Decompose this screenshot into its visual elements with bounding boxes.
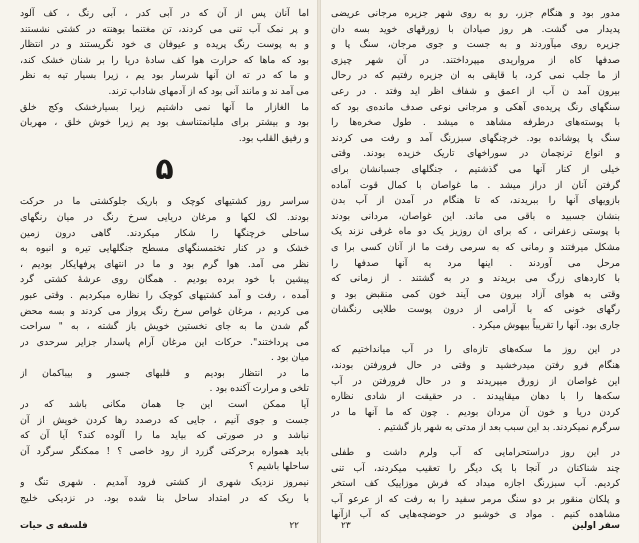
left-page-footer: [20, 521, 299, 531]
chapter-number: ۵: [155, 152, 174, 188]
text-line: پدیدار می گشت. هر روز صیادان با زورقهای خوید بسه دان: [331, 23, 620, 35]
text-line: و ما که در ته ان آنها شرسار بود یم ، زیرا بسیار تیه به نظر: [20, 70, 309, 82]
text-line: بود که ماها که حرارت هوا کف سادهٔ دریا را بر شنان خشک کند،: [20, 54, 309, 66]
text-line: خشک و در کنار تختمسنگهای مسطح جنگلهایی تیره و انبوه به: [20, 243, 309, 255]
text-line: مشاهده کنیم . مواد ی خوشبو در حوضچه‌هایی که آب ازآنها: [331, 509, 620, 521]
text-line: با پوستی زعفرانی ، که برای ان روزیز یک دو ماه غرقی نزند یک: [331, 226, 620, 238]
text-line: و به پوست رنگ پریده و عیوفان ی خود نگریستند و در انتظار: [20, 39, 309, 51]
text-line: می آمد ند و مانند آنی بود که از آدمهای شاداب ترند.: [108, 85, 309, 97]
text-line: هنگام فرو رفتن میدرخشید و وقتی در حال فرورفتن بودند،: [331, 360, 620, 372]
text-line: و انواع ترنچمان در سوراخهای تاریک خزیده بودند. وقتی: [331, 148, 620, 160]
text-line: نیمروز نزدیک شهری از کشتی فرود آمدیم . شهری تنگ و: [20, 477, 309, 489]
text-line: و پلکان منقور بر دو سنگ مرمر سفید را به رفت که از عرعو آب: [331, 493, 620, 505]
text-line: و پر نمک آب تنی می کردند، تن مغتنما بوهنته در کشتی نشستند: [20, 23, 309, 35]
text-line: در این روز دراستحرامایی که آب ولرم داشت و طفلی: [331, 447, 620, 459]
text-line: ساحلها باشیم ؟: [248, 461, 309, 473]
text-line: و رفیق القلب بود.: [238, 132, 309, 144]
text-line: تلخی و مرارت آکنده بود .: [209, 383, 309, 395]
text-line: سکه‌ها را با دهان میقاپیدند . در حقیقت از شادی نظاره: [331, 391, 620, 403]
text-line: مشکل میرفتند و رمانی که به سرمی رفت ما از آنان کسی برا ی: [331, 241, 620, 253]
text-line: ساحلی خرچنگها را شکار میکردند. گاهی درون زمین: [20, 227, 309, 239]
text-line: ما الغازار ما آنها نمی داشتیم زیرا بسیارخشک وکج خلق: [20, 101, 309, 113]
text-line: بود و بیشتر برای ملیانمتناسف بود یم زیرا خوش خلق ، مهربان: [20, 117, 309, 129]
text-line: گم شدن ما به جای نخستین خویش باز گشته ، به " سراحت: [20, 321, 309, 333]
text-line: اما آنان پس از آن که در آبی کدر ، آبی رنگ ، کف آلود: [20, 8, 309, 19]
text-line: کردیم. آب سبزرنگ اجازه میداد که فرش موزاییک کف استخر: [331, 478, 620, 490]
text-line: سراسر روز کشتیهای کوچک و باریک جلوکشتی ما در حرکت: [20, 196, 309, 208]
page-number: ۲۳: [341, 521, 351, 531]
text-line: سنگهای رنگ پریده‌ی آهکی و مرجانی نوعی صدف مانده‌ی بود که: [331, 101, 620, 113]
text-line: نباشد و در صورتی که بیاید ما را آلوده کند؟ آیا آن که: [20, 430, 309, 442]
text-line: گرفتن آنان از دراز میشد . ما غواصان با کمال قوت آماده: [331, 179, 620, 191]
text-line: پیشین با خود برده بودیم . همگان روی عرشهٔ کشتی گرد: [20, 274, 309, 286]
text-line: میان بود .: [270, 352, 309, 364]
text-line: می کردیم ، مرغان غواص سرخ رنگ پرواز می کردند و بسه محض: [20, 305, 309, 317]
text-line: باید همواره برحرکتی گزرد از رود خاصی ؟ ! ممکنگر سرگرد آن: [20, 445, 309, 457]
text-line: خیلی از کنار آنها می گذشتیم ، جنگلها‌ی جسبانشان برای: [331, 163, 620, 175]
right-text-block-c: [331, 445, 620, 523]
left-text-block-bottom: [20, 194, 309, 506]
text-line: جاری بود. آنها را تقریباً بیهوش میکرد .: [472, 319, 620, 331]
text-line: سنگ پا پوشانده بود. خرچنگهای سبزرنگ آمد و رفت می کردند: [331, 132, 620, 144]
running-title: فلسفه ی حیات: [20, 521, 88, 531]
paragraph-gap: [331, 436, 620, 445]
text-line: بنشان جسبید ه باقی می ماند. این غواصان، مردانی بودند: [331, 210, 620, 222]
right-page: [321, 0, 638, 543]
left-text-block-top: [20, 6, 309, 146]
text-line: بازویهای آنها را ببریدند، که تا هنگام در آمدن از آب بدن: [331, 195, 620, 207]
text-line: آمده ، رفت و آمد کشتیهای کوچک را نظاره میکردیم . وقتی عبور: [20, 289, 309, 301]
text-line: سرگرم نمیکردند. بد این سبب بعد از مدتی به شهر باز گشتیم .: [377, 422, 620, 434]
text-line: این غواصان از زورق میپریدند و در حال فرورفتن در آب: [331, 375, 620, 387]
text-line: جست و جوی آنیم ، جایی که درصدد رها کردن خویش از آن: [20, 414, 309, 426]
text-line: رگهای خونی که با آرامی از درون پوست طلایی رنگشان: [331, 304, 620, 316]
text-line: می پرداختند". حرکات این مرغان آرام پاسدار جزایر سرحدی در: [20, 336, 309, 348]
text-line: بیرون آمد ن آب از اعمق و شفاف اظر اید وفتد . در رعی: [331, 85, 620, 97]
text-line: جزیره روی میآوردند و به جست و جوی مرجان، سنگ پا و: [331, 39, 620, 51]
text-line: ما در انتظار بودیم و قلبهای جسور و بیباکمان از: [20, 367, 309, 379]
text-line: با ریک که در امتداد ساحل بنا شده بود. در نزدیکی خلیج: [20, 492, 309, 504]
right-text-block-a: [331, 6, 620, 333]
right-page-footer: [341, 521, 620, 531]
text-line: چند شناکنان در آنجا با یک دیگر را تعقیب میکردند، آب تنی: [331, 462, 620, 474]
paragraph-gap: [331, 333, 620, 342]
running-title: سفر اولین: [572, 521, 620, 531]
text-line: با پوسته‌های درطرفه مشاهد ه میشد . طول صخره‌ها را: [331, 117, 620, 129]
text-line: آیا ممکن است این جا همان مکانی باشد که در: [20, 399, 309, 411]
text-line: صدفها کاه از مرواریدی میپرداختند. در آن شهر چیزی: [331, 54, 620, 66]
text-line: بودند. لک لکها و مرغان دریایی سرخ رنگ در میان رنگهای: [20, 211, 309, 223]
text-line: از ما جلب نمی کرد، با قایقی به ان جزیره رفتیم که در رحال: [331, 70, 620, 82]
page-number: ۲۲: [289, 521, 299, 531]
text-line: نظر می آمد. هوا گرم بود و ما در انتهای پرفهایکار بودیم ،: [20, 258, 309, 270]
text-line: مدور بود و هنگام جزر، رو به روی شهر جزیره مرجانی عریضی: [331, 8, 620, 19]
text-line: مرحل می آوردند . اینها مرد یه آنها صدفها را: [331, 257, 620, 269]
text-line: با کاردهای زرگ می بریدند و در به گشتند . از زمانی که: [331, 273, 620, 285]
right-text-block-b: [331, 342, 620, 436]
text-line: وقتی به هوای آزاد بیرون می آیند خون کمی منقبض بود و: [331, 288, 620, 300]
text-line: در این روز ما سکه‌های تازه‌ای را در آب میانداختیم که: [331, 344, 620, 356]
left-page: [0, 0, 317, 543]
text-line: کردن دریا و خون آن مردان بودیم . چون که ما آنها ما در: [331, 406, 620, 418]
